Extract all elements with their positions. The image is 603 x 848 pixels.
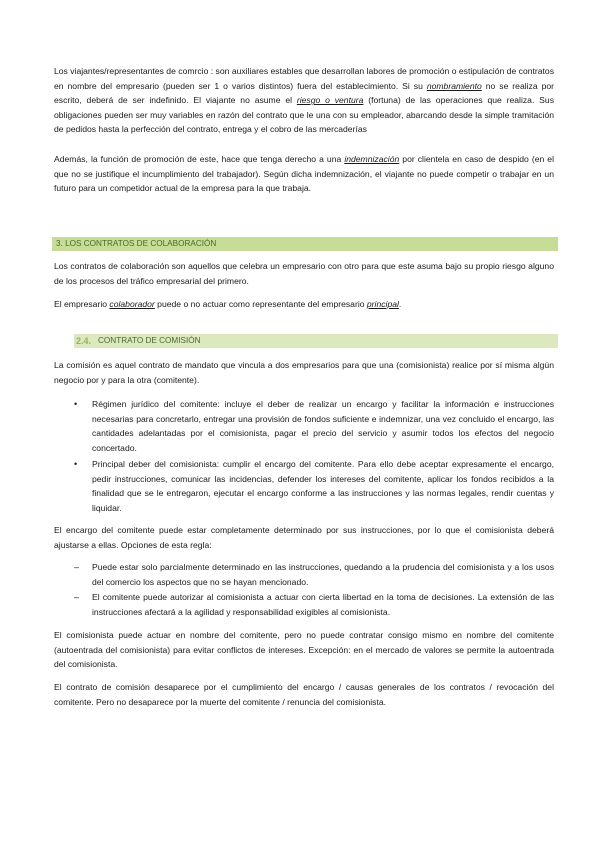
- text-segment: Los viajantes/representantes de comrcio : son auxiliares estables que desarrollan labores de promoción o estipulación de contratos en nombre del empresario (pueden ser 1 o varios distintos) fuera del establecimiento. Si su: [54, 66, 554, 91]
- list-item-text: Régimen jurídico del comitente: incluye el deber de realizar un encargo y facilitar la información e instrucciones necesarias para concretarlo, entregar una provisión de fondos suficiente e indemnizar, una vez concluido el encargo, las cantidades adelantadas por el comisionista, pagar el precio del servicio y asumir todos los efectos del negocio concertado.: [92, 399, 554, 453]
- term-indemnizacion: indemnización: [344, 154, 400, 164]
- subsection-title: CONTRATO DE COMISIÓN: [98, 336, 201, 345]
- list-item-text: El comitente puede autorizar al comisionista a actuar con cierta libertad en la toma de decisiones. La extensión de las instrucciones afectará a la agilidad y responsabilidad exigibles al comisionista.: [92, 592, 554, 617]
- text-segment: no se realiza por escrito, deberá de ser indefinido. El viajante no asume el: [54, 80, 555, 106]
- text-segment: puede o no actuar como representante del empresario: [154, 299, 367, 309]
- paragraph-colaboracion: Los contratos de colaboración son aquellos que celebra un empresario con otro para que este asuma bajo su propio riesgo alguno de los procesos del tráfico empresarial del primero.: [54, 261, 554, 286]
- term-principal: principal: [366, 299, 399, 309]
- paragraph-indemnizacion: [54, 152, 554, 196]
- list-item-text: Puede estar solo parcialmente determinado en las instrucciones, quedando a la prudencia del comisionista y a los usos del comercio los aspectos que no se hayan mencionado.: [92, 562, 554, 587]
- text-segment: El empresario: [54, 299, 110, 309]
- paragraph-autoentrada: El comisionista puede actuar en nombre del comitente, pero no puede contratar consigo mismo en nombre del comitente (autoentrada del comisionista) para evitar conflictos de intereses. Excepción: en el mercado de valores se permite la autoentrada del comisionista.: [54, 630, 554, 670]
- term-nombramiento: nombramiento: [426, 80, 482, 91]
- list-item-text: Principal deber del comisionista: cumplir el encargo del comitente. Para ello debe aceptar expresamente el encargo, pedir instrucciones, comunicar las incidencias, defender los intereses del comitente, aplicar los fondos recibidos a la finalidad que se le entregaron, ejecutar el encargo conforme a las instrucciones y las normas legales, rendir cuentas y liquidar.: [92, 459, 554, 513]
- paragraph-viajantes: [54, 64, 554, 137]
- paragraph-encargo: El encargo del comitente puede estar completamente determinado por sus instrucciones, por lo que el comisionista deberá ajustarse a ellas. Opciones de esta regla:: [54, 525, 554, 550]
- bullet-marker: •: [74, 459, 78, 469]
- term-riesgo-ventura: riesgo o ventura: [296, 95, 364, 106]
- text-segment: Además, la función de promoción de este, hace que tenga derecho a una: [54, 154, 345, 164]
- bullet-marker: •: [74, 399, 78, 409]
- paragraph-extincion: El contrato de comisión desaparece por el cumplimiento del encargo / causas generales de los contratos / revocación del comitente. Pero no desaparece por la muerte del comitente / renuncia del comisionista.: [54, 682, 554, 707]
- text-segment: por clientela en caso de despido (en el que no se justifique el incumplimiento del trabajador). Según dicha indemnización, el viajante no puede competir o trabajar en un futuro para un competidor actual de la empresa para la que trabaja.: [54, 154, 554, 194]
- subsection-number: 2.4.: [76, 336, 92, 346]
- section-heading-colaboracion: [52, 237, 558, 251]
- term-colaborador: colaborador: [109, 299, 155, 309]
- dash-marker: –: [74, 592, 80, 602]
- dash-marker: –: [74, 562, 80, 572]
- subsection-heading-comision: [74, 334, 558, 348]
- paragraph-comision: La comisión es aquel contrato de mandato que vincula a dos empresarios para que una (comisionista) realice por sí misma algún negocio por y para la otra (comitente).: [54, 360, 554, 385]
- paragraph-colaborador: [54, 297, 554, 312]
- section-title: 3. LOS CONTRATOS DE COLABORACIÓN: [56, 239, 217, 248]
- text-segment: (fortuna) de las operaciones que realiza. Sus obligaciones pueden ser muy variables en razón del contrato que le una con su empleador, abarcando desde la simple tramitación de pedidos hasta la perfección del contrato, entrega y el cobro de las mercaderías: [54, 95, 554, 135]
- text-segment: .: [398, 299, 402, 309]
